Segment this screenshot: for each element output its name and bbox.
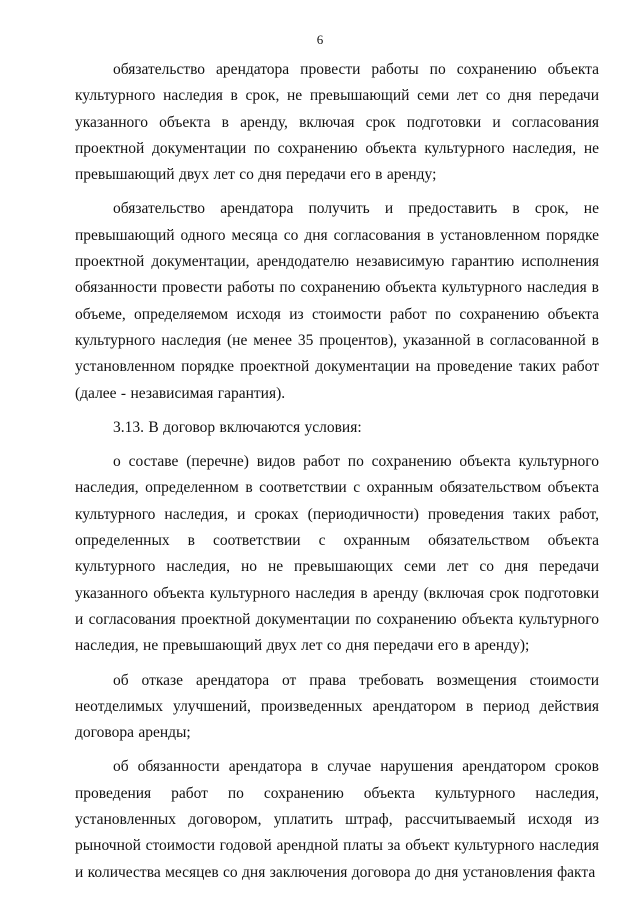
paragraph-lease-obligation-works: обязательство арендатора провести работы по сохранению объекта культурного наследия в срок, не превышающий семи лет со дня передачи указанного объекта в аренду, включая срок подготовки и согласования проектной документации по сохранению объекта культурного наследия, не превышающий двух лет со дня передачи его в аренду; [75,61,599,184]
paragraph-independent-guarantee: обязательство арендатора получить и предоставить в срок, не превышающий одного месяца со дня согласования в установленном порядке проектной документации, арендодателю независимую гарантию исполнения обязанности провести работы по сохранению объекта культурного наследия в объеме, определяемом исходя из стоимости работ по сохранению объекта культурного наследия (не менее 35 процентов), указанной в согласованной в установленном порядке проектной документации на проведение таких работ (далее - независимая гарантия). [75,200,599,402]
paragraph-works-composition: о составе (перечне) видов работ по сохранению объекта культурного наследия, определенном в соответствии с охранным обязательством объекта культурного наследия, и сроках (периодичности) проведения таких работ, определенных в соответствии с охранным обязательством объекта культурного наследия, но не превышающих семи лет со дня передачи указанного объекта культурного наследия в аренду (включая срок подготовки и согласования проектной документации по сохранению объекта культурного наследия, не превышающий двух лет со дня передачи его в аренду); [75,453,599,655]
paragraph-penalty-obligation: об обязанности арендатора в случае нарушения арендатором сроков проведения работ по сохранению объекта культурного наследия, установленных договором, уплатить штраф, рассчитываемый исходя из рыночной стоимости годовой арендной платы за объект культурного наследия и количества месяцев со дня заключения договора до дня установления факта [75,758,599,881]
paragraph-improvements-waiver: об отказе арендатора от права требовать возмещения стоимости неотделимых улучшений, произведенных арендатором в период действия договора аренды; [75,671,599,742]
paragraph-section-3-13: 3.13. В договор включаются условия: [113,418,362,436]
document-body [75,57,599,894]
page-number: 6 [316,32,324,47]
